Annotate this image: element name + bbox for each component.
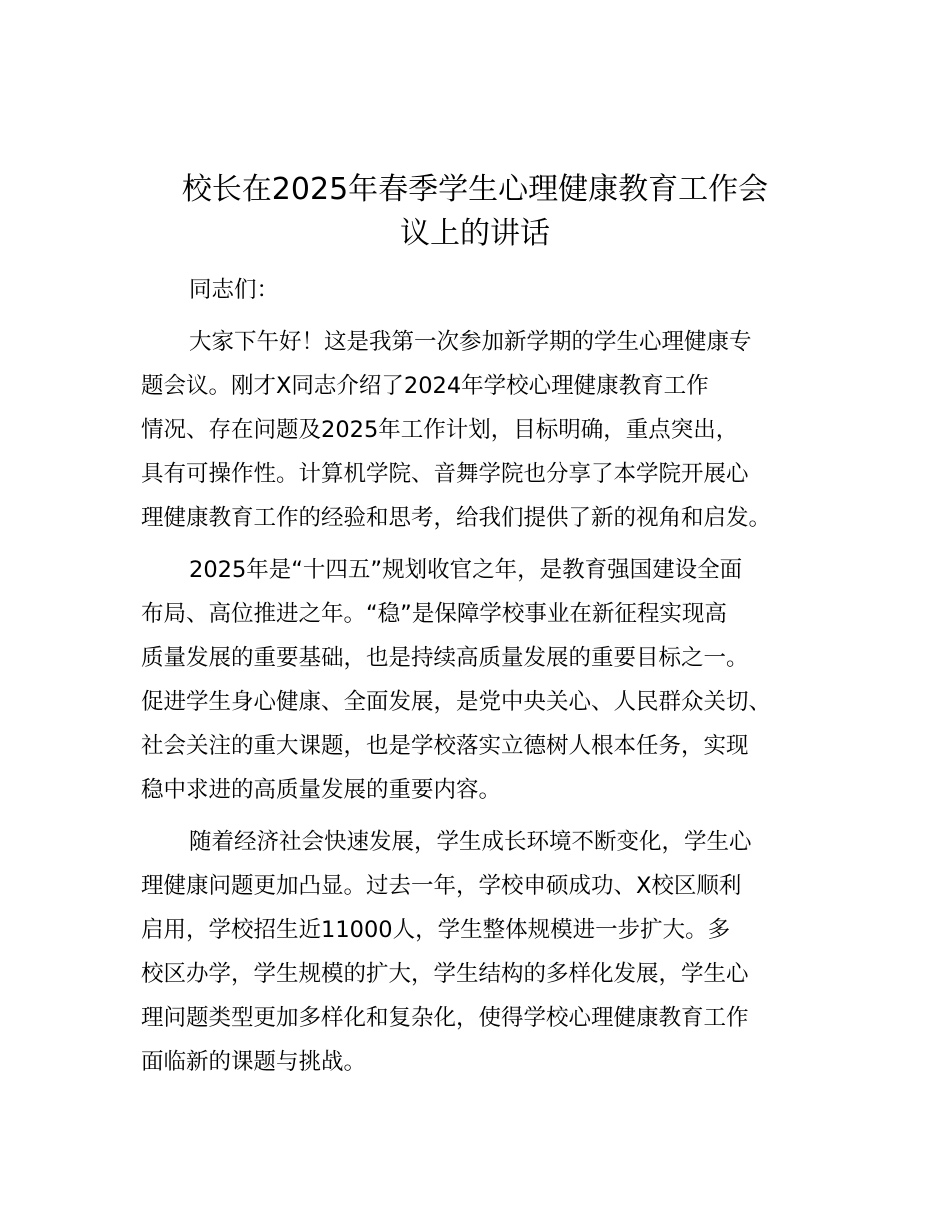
title-line: 校长在2025年春季学生心理健康教育工作会 <box>181 172 769 207</box>
paragraph-line: 社会关注的重大课题，也是学校落实立德树人根本任务，实现 <box>141 733 749 759</box>
salutation-paragraph <box>141 268 831 312</box>
title-line: 议上的讲话 <box>400 216 550 251</box>
paragraph-line: 题会议。刚才X同志介绍了2024年学校心理健康教育工作 <box>141 373 709 399</box>
paragraph-line: 面临新的课题与挑战。 <box>141 1049 367 1075</box>
paragraph-line: 大家下午好！这是我第一次参加新学期的学生心理健康专 <box>189 329 752 355</box>
body-paragraph <box>141 320 831 540</box>
paragraph-line: 同志们： <box>189 277 280 303</box>
paragraph-line: 稳中求进的高质量发展的重要内容。 <box>141 777 502 803</box>
document-title <box>0 168 950 256</box>
paragraph-line: 2025年是“十四五”规划收官之年，是教育强国建设全面 <box>189 557 743 583</box>
paragraph-line: 理问题类型更加多样化和复杂化，使得学校心理健康教育工作 <box>141 1005 749 1031</box>
paragraph-line: 理健康问题更加凸显。过去一年，学校申硕成功、X校区顺利 <box>141 873 742 899</box>
paragraph-line: 启用，学校招生近11000人，学生整体规模进一步扩大。多 <box>141 917 731 943</box>
paragraph-line: 布局、高位推进之年。“稳”是保障学校事业在新征程实现高 <box>141 601 727 627</box>
paragraph-line: 校区办学，学生规模的扩大，学生结构的多样化发展，学生心 <box>141 961 749 987</box>
paragraph-line: 情况、存在问题及2025年工作计划，目标明确，重点突出， <box>141 417 739 443</box>
paragraph-line: 具有可操作性。计算机学院、音舞学院也分享了本学院开展心 <box>141 461 749 487</box>
paragraph-line: 随着经济社会快速发展，学生成长环境不断变化，学生心 <box>189 829 752 855</box>
body-paragraph <box>141 820 831 1084</box>
document-body <box>141 268 831 1092</box>
paragraph-line: 理健康教育工作的经验和思考，给我们提供了新的视角和启发。 <box>141 505 772 531</box>
paragraph-line: 促进学生身心健康、全面发展，是党中央关心、人民群众关切、 <box>141 689 772 715</box>
paragraph-line: 质量发展的重要基础，也是持续高质量发展的重要目标之一。 <box>141 645 749 671</box>
body-paragraph <box>141 548 831 812</box>
